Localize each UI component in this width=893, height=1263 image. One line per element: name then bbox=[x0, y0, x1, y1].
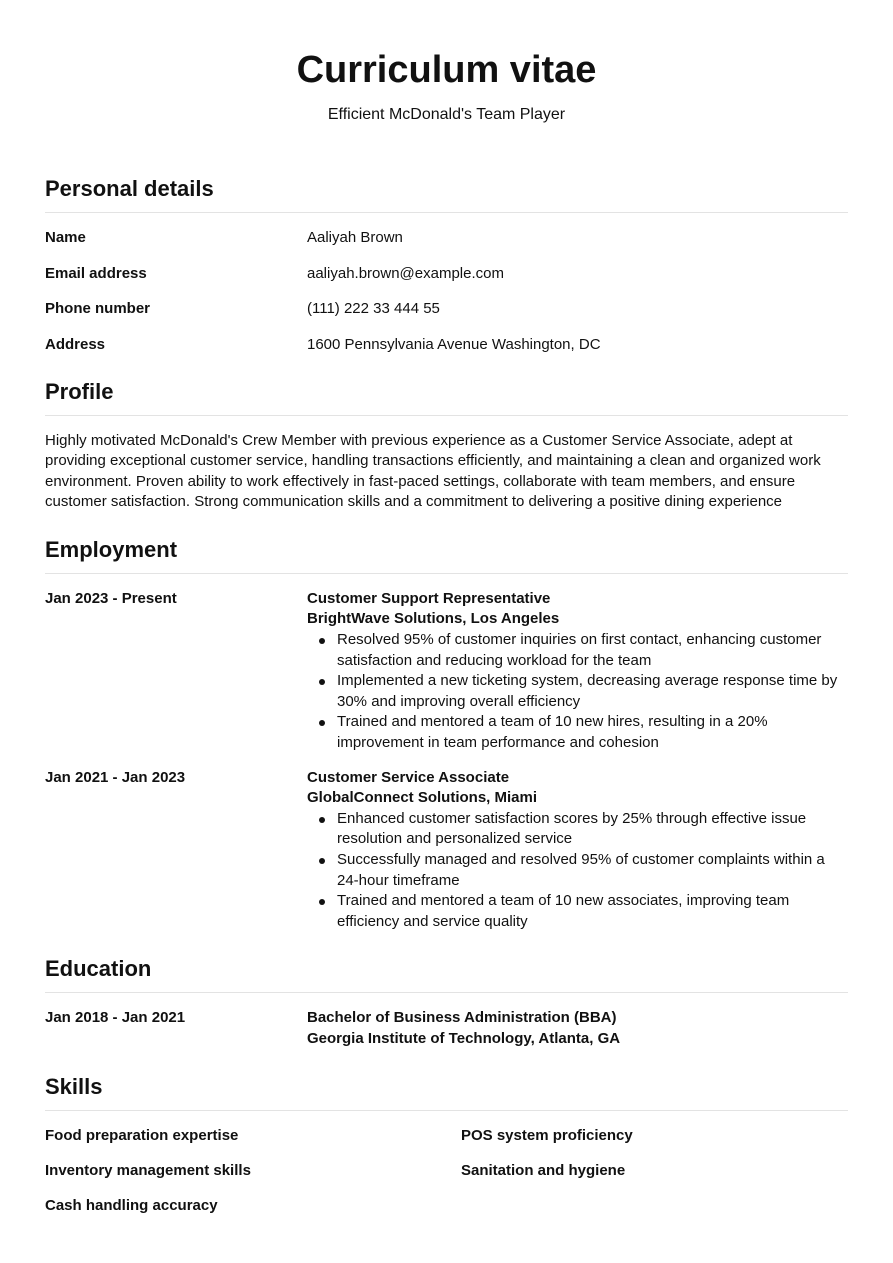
employment-entry bbox=[45, 768, 848, 933]
job-title: Customer Support Representative bbox=[307, 589, 551, 607]
skills-grid bbox=[45, 1126, 848, 1216]
detail-row-address bbox=[45, 335, 848, 355]
entry-date: Jan 2023 - Present bbox=[45, 589, 177, 607]
document-title: Curriculum vitae bbox=[296, 49, 597, 91]
detail-row-name bbox=[45, 228, 848, 248]
detail-value: aaliyah.brown@example.com bbox=[307, 264, 504, 282]
detail-value: (111) 222 33 444 55 bbox=[307, 300, 440, 317]
entry-date: Jan 2018 - Jan 2021 bbox=[45, 1009, 186, 1027]
detail-label: Name bbox=[45, 229, 86, 246]
institution: Georgia Institute of Technology, Atlanta, GA bbox=[307, 1029, 621, 1047]
skill-item: Cash handling accuracy bbox=[45, 1196, 218, 1214]
section-heading: Profile bbox=[45, 378, 848, 416]
skill-item: Sanitation and hygiene bbox=[461, 1161, 626, 1179]
entry-body bbox=[307, 589, 848, 754]
job-title: Customer Service Associate bbox=[307, 768, 510, 786]
skill-item: Inventory management skills bbox=[45, 1161, 251, 1179]
list-item: Implemented a new ticketing system, decreasing average response time by 30% and improving overall efficiency bbox=[307, 671, 848, 712]
achievement-list bbox=[307, 809, 848, 933]
section-heading: Employment bbox=[45, 536, 848, 574]
detail-row-email bbox=[45, 264, 848, 284]
employment-section bbox=[45, 536, 848, 933]
detail-value: Aaliyah Brown bbox=[307, 229, 403, 246]
skill-item: POS system proficiency bbox=[461, 1126, 633, 1144]
detail-row-phone bbox=[45, 299, 848, 319]
resume-page bbox=[45, 0, 848, 1216]
section-heading: Skills bbox=[45, 1073, 848, 1111]
section-heading: Education bbox=[45, 955, 848, 993]
employer: GlobalConnect Solutions, Miami bbox=[307, 789, 538, 807]
education-section bbox=[45, 955, 848, 1049]
skill-item: Food preparation expertise bbox=[45, 1126, 239, 1144]
achievement-list bbox=[307, 630, 848, 754]
profile-text: Highly motivated McDonald's Crew Member with previous experience as a Customer Service Associate, adept at providing exceptional customer service, handling transactions efficiently, and maintaining a clean and organized work environment. Proven ability to work effectively in fast-paced settings, collaborate with team members, and ensure customer satisfaction. Strong communication skills and a commitment to delivering a positive dining experience bbox=[45, 431, 821, 511]
employer: BrightWave Solutions, Los Angeles bbox=[307, 610, 560, 628]
document-subtitle: Efficient McDonald's Team Player bbox=[327, 106, 566, 123]
skills-section bbox=[45, 1073, 848, 1216]
entry-body bbox=[307, 1008, 848, 1049]
list-item: Resolved 95% of customer inquiries on first contact, enhancing customer satisfaction and reducing workload for the team bbox=[307, 630, 848, 671]
detail-label: Phone number bbox=[45, 300, 151, 317]
entry-body bbox=[307, 768, 848, 933]
entry-date: Jan 2021 - Jan 2023 bbox=[45, 768, 186, 786]
personal-details-section bbox=[45, 175, 848, 355]
degree: Bachelor of Business Administration (BBA) bbox=[307, 1009, 617, 1027]
detail-label: Address bbox=[45, 335, 106, 353]
section-heading: Personal details bbox=[45, 175, 848, 213]
employment-entry bbox=[45, 589, 848, 754]
detail-label: Email address bbox=[45, 264, 147, 282]
detail-value: 1600 Pennsylvania Avenue Washington, DC bbox=[307, 335, 601, 353]
education-entry bbox=[45, 1008, 848, 1049]
list-item: Trained and mentored a team of 10 new hires, resulting in a 20% improvement in team performance and cohesion bbox=[307, 712, 848, 753]
list-item: Enhanced customer satisfaction scores by 25% through effective issue resolution and personalized service bbox=[307, 809, 848, 850]
list-item: Trained and mentored a team of 10 new associates, improving team efficiency and service quality bbox=[307, 891, 848, 932]
profile-section bbox=[45, 378, 848, 513]
list-item: Successfully managed and resolved 95% of customer complaints within a 24-hour timeframe bbox=[307, 850, 848, 891]
